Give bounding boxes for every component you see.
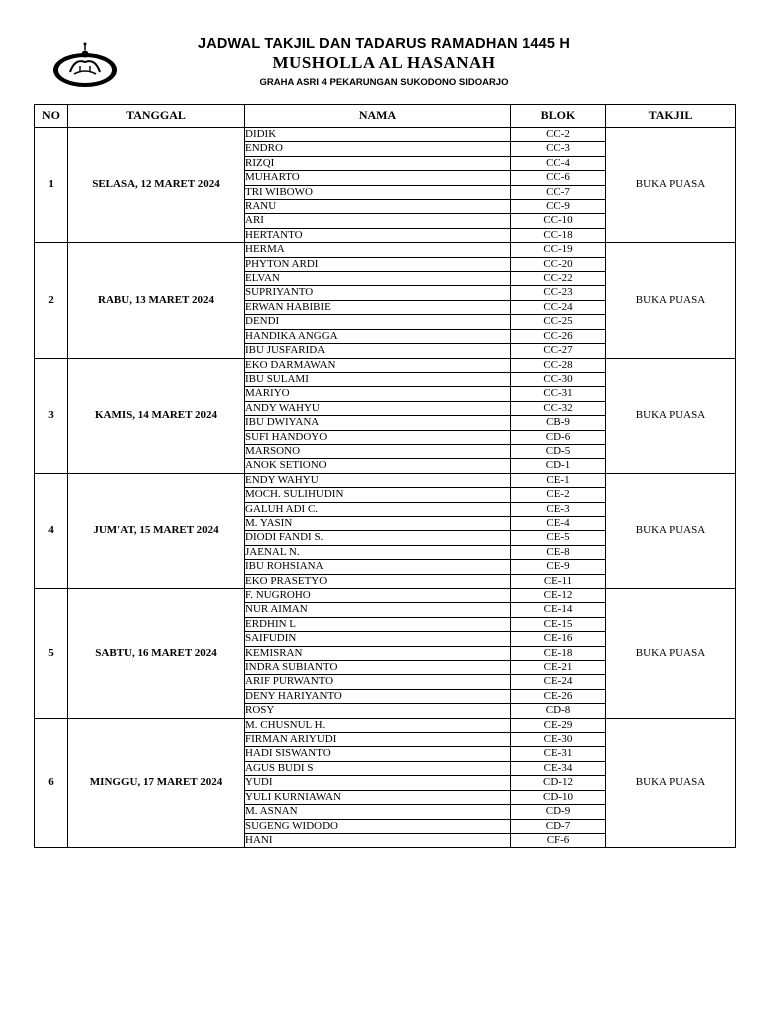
entry-blok: CC-7: [511, 185, 606, 199]
entry-blok: CD-9: [511, 805, 606, 819]
header-takjil: TAKJIL: [606, 105, 736, 128]
entry-name: HERTANTO: [245, 228, 511, 242]
entry-blok: CE-3: [511, 502, 606, 516]
entry-blok: CE-31: [511, 747, 606, 761]
entry-blok: CC-28: [511, 358, 606, 372]
schedule-table: [34, 104, 736, 848]
entry-name: JAENAL N.: [245, 545, 511, 559]
entry-name: IBU ROHSIANA: [245, 560, 511, 574]
entry-name: DENDI: [245, 315, 511, 329]
entry-blok: CE-16: [511, 632, 606, 646]
group-takjil: BUKA PUASA: [606, 358, 736, 473]
entry-blok: CD-12: [511, 776, 606, 790]
entry-blok: CC-10: [511, 214, 606, 228]
group-takjil: BUKA PUASA: [606, 128, 736, 243]
entry-blok: CC-23: [511, 286, 606, 300]
entry-blok: CE-8: [511, 545, 606, 559]
entry-name: RIZQI: [245, 156, 511, 170]
entry-blok: CE-5: [511, 531, 606, 545]
entry-name: RANU: [245, 200, 511, 214]
entry-blok: CC-26: [511, 329, 606, 343]
entry-blok: CD-8: [511, 704, 606, 718]
entry-name: ARI: [245, 214, 511, 228]
entry-name: IBU DWIYANA: [245, 416, 511, 430]
entry-blok: CD-7: [511, 819, 606, 833]
group-number: 4: [35, 473, 68, 588]
entry-blok: CC-22: [511, 272, 606, 286]
table-row: [35, 589, 736, 603]
entry-name: SUFI HANDOYO: [245, 430, 511, 444]
header-tanggal: TANGGAL: [68, 105, 245, 128]
entry-blok: CB-9: [511, 416, 606, 430]
entry-name: MUHARTO: [245, 171, 511, 185]
entry-name: HANI: [245, 833, 511, 847]
group-takjil: BUKA PUASA: [606, 243, 736, 358]
entry-name: MARIYO: [245, 387, 511, 401]
entry-name: KEMISRAN: [245, 646, 511, 660]
entry-name: DIDIK: [245, 128, 511, 142]
entry-name: ELVAN: [245, 272, 511, 286]
entry-name: IBU SULAMI: [245, 372, 511, 386]
entry-blok: CE-14: [511, 603, 606, 617]
entry-blok: CD-5: [511, 444, 606, 458]
entry-blok: CD-6: [511, 430, 606, 444]
entry-name: HANDIKA ANGGA: [245, 329, 511, 343]
entry-name: INDRA SUBIANTO: [245, 661, 511, 675]
entry-name: ROSY: [245, 704, 511, 718]
entry-blok: CE-21: [511, 661, 606, 675]
entry-name: HADI SISWANTO: [245, 747, 511, 761]
entry-blok: CE-18: [511, 646, 606, 660]
entry-blok: CE-30: [511, 733, 606, 747]
entry-blok: CC-19: [511, 243, 606, 257]
entry-blok: CE-11: [511, 574, 606, 588]
entry-blok: CC-31: [511, 387, 606, 401]
entry-name: M. YASIN: [245, 516, 511, 530]
entry-name: TRI WIBOWO: [245, 185, 511, 199]
address: GRAHA ASRI 4 PEKARUNGAN SUKODONO SIDOARJO: [259, 77, 509, 88]
entry-blok: CE-4: [511, 516, 606, 530]
entry-blok: CE-34: [511, 761, 606, 775]
table-row: [35, 243, 736, 257]
entry-blok: CC-24: [511, 300, 606, 314]
entry-blok: CD-10: [511, 790, 606, 804]
entry-blok: CE-2: [511, 488, 606, 502]
entry-name: SUPRIYANTO: [245, 286, 511, 300]
header-blok: BLOK: [511, 105, 606, 128]
entry-name: NUR AIMAN: [245, 603, 511, 617]
entry-blok: CC-4: [511, 156, 606, 170]
entry-name: ENDRO: [245, 142, 511, 156]
entry-blok: CE-1: [511, 473, 606, 487]
entry-name: DIODI FANDI S.: [245, 531, 511, 545]
entry-name: EKO PRASETYO: [245, 574, 511, 588]
entry-name: MARSONO: [245, 444, 511, 458]
entry-name: SAIFUDIN: [245, 632, 511, 646]
entry-name: ERDHIN L: [245, 617, 511, 631]
entry-blok: CE-15: [511, 617, 606, 631]
entry-blok: CC-2: [511, 128, 606, 142]
entry-blok: CC-20: [511, 257, 606, 271]
entry-name: FIRMAN ARIYUDI: [245, 733, 511, 747]
group-date: SABTU, 16 MARET 2024: [68, 589, 245, 719]
entry-blok: CC-25: [511, 315, 606, 329]
entry-name: HERMA: [245, 243, 511, 257]
schedule-body: [35, 128, 736, 848]
table-row: [35, 128, 736, 142]
entry-name: ANDY WAHYU: [245, 401, 511, 415]
entry-name: AGUS BUDI S: [245, 761, 511, 775]
entry-name: ERWAN HABIBIE: [245, 300, 511, 314]
entry-name: PHYTON ARDI: [245, 257, 511, 271]
entry-name: ARIF PURWANTO: [245, 675, 511, 689]
entry-name: F. NUGROHO: [245, 589, 511, 603]
group-number: 1: [35, 128, 68, 243]
entry-blok: CC-9: [511, 200, 606, 214]
entry-blok: CC-18: [511, 228, 606, 242]
table-row: [35, 718, 736, 732]
header-no: NO: [35, 105, 68, 128]
mosque-name: MUSHOLLA AL HASANAH: [272, 53, 496, 72]
entry-blok: CC-32: [511, 401, 606, 415]
group-date: KAMIS, 14 MARET 2024: [68, 358, 245, 473]
entry-name: ANOK SETIONO: [245, 459, 511, 473]
entry-blok: CE-12: [511, 589, 606, 603]
group-number: 3: [35, 358, 68, 473]
table-header-row: [35, 105, 736, 128]
entry-name: EKO DARMAWAN: [245, 358, 511, 372]
entry-name: GALUH ADI C.: [245, 502, 511, 516]
entry-blok: CE-9: [511, 560, 606, 574]
entry-name: M. ASNAN: [245, 805, 511, 819]
group-number: 2: [35, 243, 68, 358]
entry-name: M. CHUSNUL H.: [245, 718, 511, 732]
group-date: RABU, 13 MARET 2024: [68, 243, 245, 358]
entry-name: YUDI: [245, 776, 511, 790]
entry-name: ENDY WAHYU: [245, 473, 511, 487]
entry-blok: CC-6: [511, 171, 606, 185]
group-date: SELASA, 12 MARET 2024: [68, 128, 245, 243]
entry-blok: CF-6: [511, 833, 606, 847]
entry-blok: CE-29: [511, 718, 606, 732]
group-takjil: BUKA PUASA: [606, 473, 736, 588]
entry-blok: CC-3: [511, 142, 606, 156]
group-takjil: BUKA PUASA: [606, 589, 736, 719]
header-nama: NAMA: [245, 105, 511, 128]
entry-blok: CE-24: [511, 675, 606, 689]
entry-name: SUGENG WIDODO: [245, 819, 511, 833]
table-row: [35, 358, 736, 372]
entry-name: YULI KURNIAWAN: [245, 790, 511, 804]
entry-blok: CC-30: [511, 372, 606, 386]
group-number: 5: [35, 589, 68, 719]
table-row: [35, 473, 736, 487]
group-date: MINGGU, 17 MARET 2024: [68, 718, 245, 848]
entry-name: DENY HARIYANTO: [245, 689, 511, 703]
entry-name: IBU JUSFARIDA: [245, 344, 511, 358]
entry-blok: CE-26: [511, 689, 606, 703]
group-number: 6: [35, 718, 68, 848]
page-title: JADWAL TAKJIL DAN TADARUS RAMADHAN 1445 H: [197, 36, 571, 52]
entry-blok: CD-1: [511, 459, 606, 473]
group-date: JUM'AT, 15 MARET 2024: [68, 473, 245, 588]
group-takjil: BUKA PUASA: [606, 718, 736, 848]
entry-name: MOCH. SULIHUDIN: [245, 488, 511, 502]
entry-blok: CC-27: [511, 344, 606, 358]
